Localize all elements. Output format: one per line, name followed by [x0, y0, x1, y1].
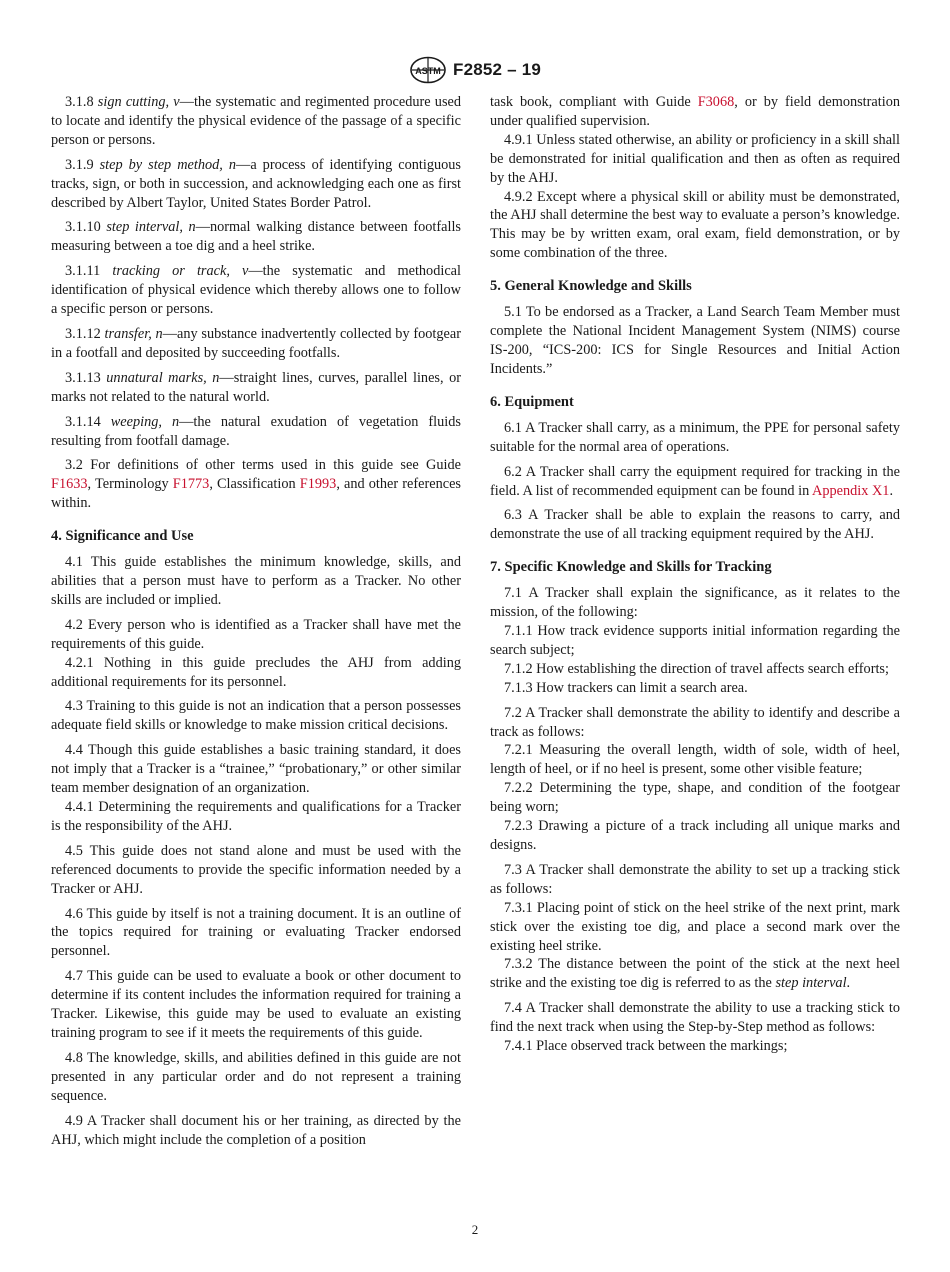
paragraph-6-1: 6.1 A Tracker shall carry, as a minimum, the PPE for personal safety suitable for the normal area of operations. — [490, 419, 900, 455]
paragraph-7-3-2: 7.3.2 The distance between the point of the stick at the next heel strike and the existing toe dig is referred to as the step interval. — [490, 956, 900, 992]
page-number: 2 — [471, 1222, 479, 1237]
paragraph-7-1: 7.1 A Tracker shall explain the significance, as it relates to the mission, of the following: — [490, 585, 900, 621]
definition-3-1-8: 3.1.8 sign cutting, v—the systematic and regimented procedure used to locate and identify the physical evidence of the passage of a specific person or persons. — [51, 94, 462, 148]
left-column — [51, 93, 461, 1155]
paragraph-7-1-1: 7.1.1 How track evidence supports initial information regarding the search subject; — [490, 623, 900, 658]
reference-link-f1773[interactable]: F1773 — [172, 476, 210, 493]
paragraph-4-9-2: 4.9.2 Except where a physical skill or ability must be demonstrated, the AHJ shall determine the best way to evaluate a person’s knowledge. This may be by written exam, oral exam, field demonstration, or by some combination of the three. — [490, 188, 900, 262]
reference-link-f1993[interactable]: F1993 — [299, 476, 337, 493]
paragraph-4-4: 4.4 Though this guide establishes a basic training standard, it does not imply that a Tracker is a “trainee,” “probationary,” or other similar team member designation of an organization. — [51, 742, 461, 797]
definition-3-1-13: 3.1.13 unnatural marks, n—straight lines, curves, parallel lines, or marks not related to the natural world. — [51, 369, 461, 405]
paragraph-7-4-1: 7.4.1 Place observed track between the markings; — [504, 1038, 788, 1055]
definition-3-1-12: 3.1.12 transfer, n—any substance inadvertently collected by footgear in a footfall and deposited by succeeding footfalls. — [51, 325, 461, 361]
paragraph-7-3-1: 7.3.1 Placing point of stick on the heel strike of the next print, mark stick over the existing toe dig, and place a second mark over the existing heel strike. — [490, 899, 900, 954]
document-id: F2852 – 19 — [452, 60, 541, 79]
paragraph-4-9-continued: task book, compliant with Guide F3068, or by field demonstration under qualified supervision. — [490, 94, 900, 129]
reference-link-f3068[interactable]: F3068 — [697, 94, 735, 110]
paragraph-4-4-1: 4.4.1 Determining the requirements and qualifications for a Tracker is the responsibility of the AHJ. — [51, 799, 461, 834]
definition-3-1-11: 3.1.11 tracking or track, v—the systematic and methodical identification of physical evidence which thereby allows one to follow a specific person or persons. — [51, 263, 461, 318]
paragraph-7-3: 7.3 A Tracker shall demonstrate the ability to set up a tracking stick as follows: — [490, 861, 900, 897]
paragraph-7-2: 7.2 A Tracker shall demonstrate the ability to identify and describe a track as follows: — [490, 704, 900, 740]
page-header — [0, 54, 950, 86]
paragraph-7-2-1: 7.2.1 Measuring the overall length, width of sole, width of heel, length of heel, or if no heel is present, some other visible feature; — [490, 742, 900, 778]
paragraph-4-2-1: 4.2.1 Nothing in this guide precludes the AHJ from adding additional requirements for its personnel. — [51, 654, 461, 690]
right-column — [490, 93, 900, 1056]
paragraph-4-2: 4.2 Every person who is identified as a Tracker shall have met the requirements of this guide. — [51, 616, 461, 652]
svg-text:ASTM: ASTM — [415, 66, 441, 76]
paragraph-4-3: 4.3 Training to this guide is not an indication that a person possesses adequate field skills or knowledge to make mission critical decisions. — [51, 698, 461, 734]
definition-3-1-9: 3.1.9 step by step method, n—a process of identifying contiguous tracks, sign, or both in succession, and acknowledging each one as first described by Albert Taylor, United States Border Patrol. — [51, 156, 461, 211]
paragraph-6-2: 6.2 A Tracker shall carry the equipment required for tracking in the field. A list of recommended equipment can be found in Appendix X1. — [490, 463, 900, 499]
paragraph-4-9-1: 4.9.1 Unless stated otherwise, an ability or proficiency in a skill shall be demonstrated for initial qualification and then as often as required by the AHJ. — [490, 131, 900, 186]
paragraph-4-7: 4.7 This guide can be used to evaluate a book or other document to determine if its content includes the information required for training a Tracker. Likewise, this guide may be used to evaluate an existing training program to see if it meets the requirements of this guide. — [51, 968, 461, 1041]
paragraph-7-2-2: 7.2.2 Determining the type, shape, and condition of the footgear being worn; — [490, 780, 900, 816]
paragraph-7-1-3: 7.1.3 How trackers can limit a search area. — [504, 679, 748, 696]
paragraph-6-3: 6.3 A Tracker shall be able to explain the reasons to carry, and demonstrate the use of all tracking equipment required by the AHJ. — [490, 507, 900, 543]
definition-3-1-10: 3.1.10 step interval, n—normal walking distance between footfalls measuring between a toe dig and a heel strike. — [51, 219, 461, 255]
section-heading-6: 6. Equipment — [490, 393, 574, 410]
section-heading-7: 7. Specific Knowledge and Skills for Tracking — [490, 559, 772, 576]
astm-logo-icon — [409, 56, 447, 84]
paragraph-4-1: 4.1 This guide establishes the minimum knowledge, skills, and abilities that a person must have to perform as a Tracker. No other skills are included or implied. — [51, 554, 461, 608]
definition-3-1-14: 3.1.14 weeping, n—the natural exudation of vegetation fluids resulting from footfall damage. — [51, 413, 461, 449]
paragraph-3-2: 3.2 For definitions of other terms used in this guide see Guide F1633, Terminology F1773, Classification F1993, and other references within. — [51, 457, 461, 512]
appendix-x1-link[interactable]: Appendix X1 — [812, 482, 890, 499]
section-heading-5: 5. General Knowledge and Skills — [490, 278, 692, 295]
paragraph-4-9: 4.9 A Tracker shall document his or her training, as directed by the AHJ, which might include the completion of a position — [51, 1112, 461, 1148]
paragraph-5-1: 5.1 To be endorsed as a Tracker, a Land Search Team Member must complete the National Incident Management System (NIMS) course IS-200, “ICS-200: ICS for Single Resources and Initial Action Incidents.” — [490, 304, 900, 377]
section-heading-4: 4. Significance and Use — [51, 528, 194, 545]
reference-link-f1633[interactable]: F1633 — [51, 476, 88, 493]
paragraph-4-8: 4.8 The knowledge, skills, and abilities defined in this guide are not presented in any particular order and do not represent a training sequence. — [51, 1049, 461, 1104]
paragraph-4-6: 4.6 This guide by itself is not a training document. It is an outline of the topics required for training or evaluating Tracker endorsed personnel. — [51, 905, 461, 960]
paragraph-7-1-2: 7.1.2 How establishing the direction of travel affects search efforts; — [504, 660, 889, 677]
paragraph-7-4: 7.4 A Tracker shall demonstrate the ability to use a tracking stick to find the next track when using the Step-by-Step method as follows: — [490, 1000, 900, 1036]
paragraph-7-2-3: 7.2.3 Drawing a picture of a track including all unique marks and designs. — [490, 818, 900, 853]
paragraph-4-5: 4.5 This guide does not stand alone and must be used with the referenced documents to provide the specific information needed by a Tracker or AHJ. — [51, 842, 461, 897]
